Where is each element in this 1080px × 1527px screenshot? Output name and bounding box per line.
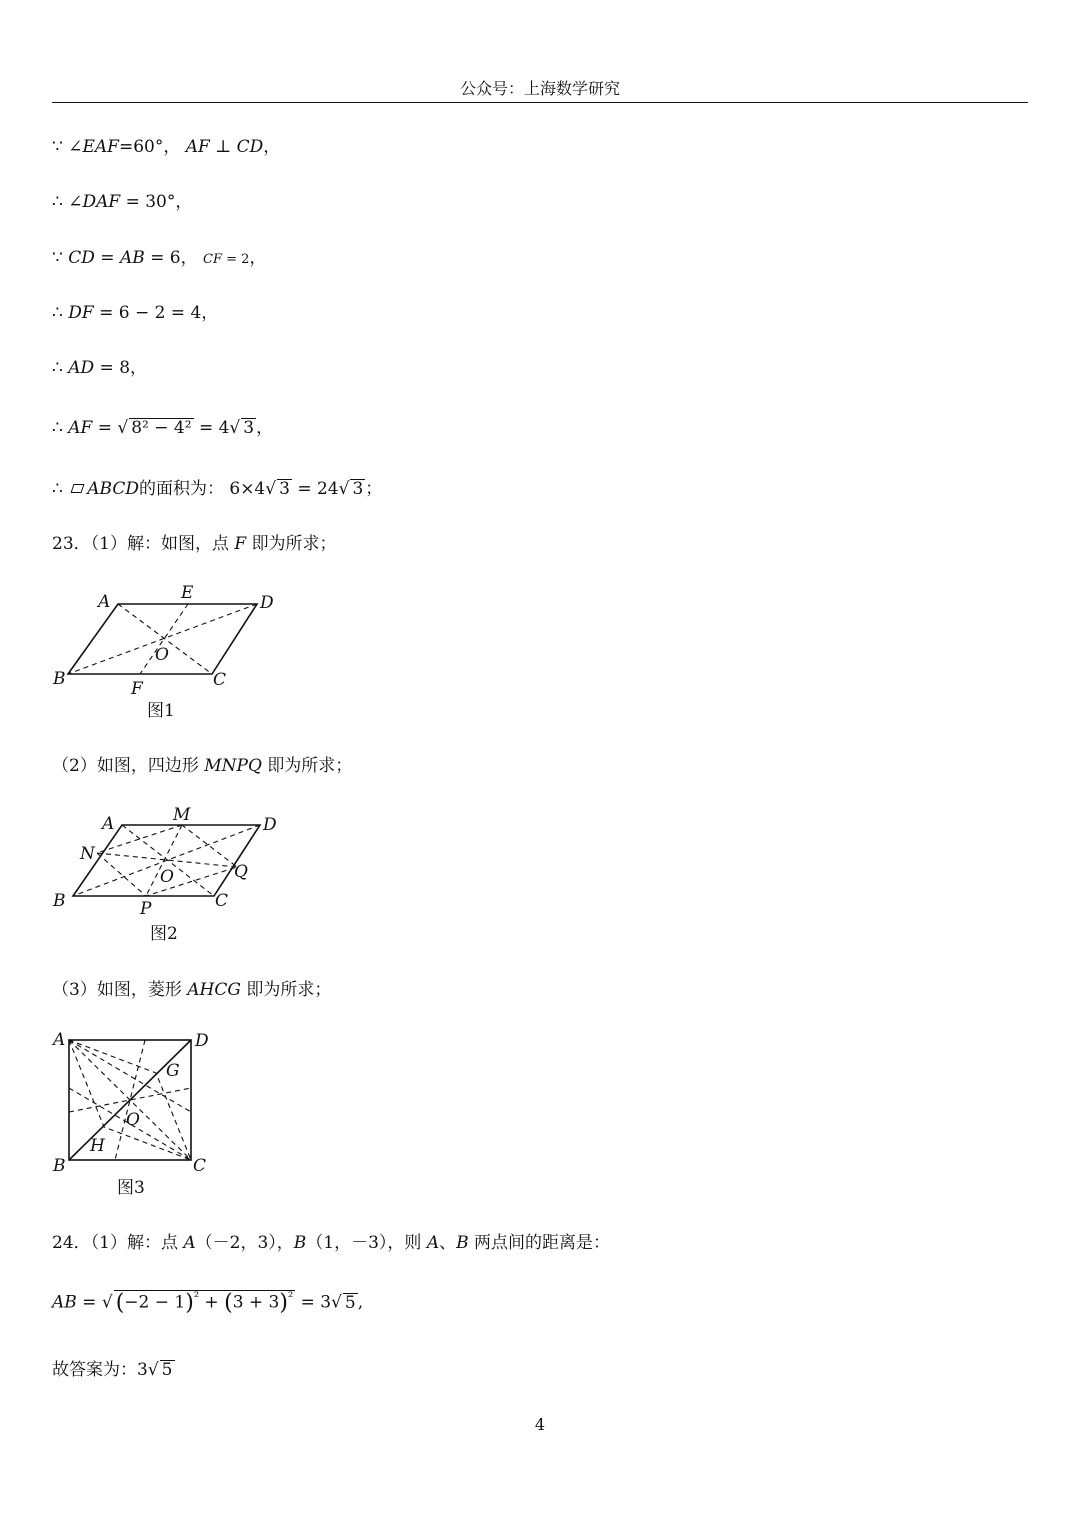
point-a: A — [183, 1233, 196, 1253]
because-symbol: ∵ — [52, 137, 63, 157]
label-o: O — [160, 867, 174, 887]
label-c: C — [193, 1156, 207, 1176]
radicand: 8² − 4² — [131, 418, 192, 438]
result: = 3 — [295, 1292, 332, 1313]
value: = 6， — [144, 248, 198, 268]
angle-name: DAF — [82, 192, 121, 212]
plus: + — [199, 1292, 225, 1313]
perp-symbol: ⊥ — [209, 137, 237, 157]
label-g: G — [166, 1061, 180, 1081]
figure-name: AHCG — [187, 980, 241, 1000]
therefore-symbol: ∴ — [52, 479, 63, 499]
page-number: 4 — [534, 1415, 546, 1434]
therefore-symbol: ∴ — [52, 418, 63, 438]
label-o: O — [126, 1110, 140, 1130]
angle-symbol: ∠ — [68, 137, 83, 157]
paren-close: ) — [279, 1290, 288, 1316]
segment-af: AF — [68, 418, 93, 438]
label-b: B — [53, 891, 66, 911]
result: = 24 — [291, 479, 339, 499]
segment-cd: CD — [236, 137, 264, 157]
label-c: C — [215, 891, 229, 911]
proof-line-6: ∴ AF = √ 8² − 4² = 4√ 3 ， — [52, 418, 274, 438]
exponent: ² — [287, 1290, 294, 1305]
label-m: M — [173, 805, 191, 825]
point-b: B — [456, 1233, 469, 1253]
term: −2 − 1 — [124, 1292, 186, 1313]
label-q: Q — [234, 862, 248, 882]
paren-open: ( — [224, 1290, 233, 1316]
exponent: ² — [193, 1290, 200, 1305]
segment-cf: CF — [203, 252, 222, 267]
therefore-symbol: ∴ — [52, 192, 63, 212]
problem-23-part-3 — [52, 975, 331, 1000]
proof-line-7: ∴ ABCD的面积为： 6×4√ 3 = 24√ 3 ； — [52, 479, 383, 499]
point-b: B — [293, 1233, 307, 1253]
punct: ， — [249, 248, 267, 268]
problem-23-part-2 — [52, 751, 352, 776]
punct: , — [357, 1292, 364, 1313]
angle-value: =60°， — [118, 137, 181, 157]
radicand — [114, 1290, 296, 1316]
coefficient: 3 — [137, 1360, 148, 1380]
angle-symbol: ∠ — [68, 192, 83, 212]
label-d: D — [195, 1031, 209, 1051]
text: 23．（1）解：如图，点 — [52, 534, 229, 554]
equals: = — [94, 248, 120, 268]
text: （2）如图，四边形 — [52, 756, 199, 776]
equals: = — [92, 418, 118, 438]
label-n: N — [80, 844, 95, 864]
label-c: C — [213, 670, 227, 690]
label-f: F — [131, 679, 143, 699]
figure-name: MNPQ — [204, 756, 262, 776]
punct: ， — [263, 137, 281, 157]
segment-ab: AB — [119, 248, 145, 268]
radicand: 3 — [279, 479, 290, 499]
coefficient: = 4 — [193, 418, 230, 438]
punct: ， — [256, 418, 274, 438]
label-h: H — [90, 1136, 105, 1156]
coords-a: （－2，3）， — [195, 1233, 294, 1253]
value-cf: = 2 — [221, 252, 250, 267]
angle-value: = 30°， — [120, 192, 193, 212]
label-a: A — [53, 1030, 66, 1050]
expression: = 8， — [94, 358, 148, 378]
text: 即为所求； — [267, 756, 353, 776]
figure-caption: 图2 — [150, 924, 178, 944]
therefore-symbol: ∴ — [52, 358, 63, 378]
figure-caption: 图1 — [147, 701, 175, 721]
radicand: 5 — [344, 1292, 356, 1313]
label-b: B — [53, 669, 66, 689]
distance-formula: AB = √ $(-2 - 1)^{^2} + (3 + 3)^{^2} = 3√$ 5 , — [52, 1290, 364, 1316]
separator: 、 — [439, 1233, 457, 1253]
area-text: 的面积为： — [138, 479, 224, 499]
figure-name: ABCD — [87, 479, 139, 499]
angle-name: EAF — [82, 137, 119, 157]
segment-af: AF — [185, 137, 210, 157]
product: 6×4 — [229, 479, 266, 499]
segment-df: DF — [68, 303, 94, 323]
equals: = — [76, 1292, 102, 1313]
label-d: D — [263, 815, 277, 835]
segment-ad: AD — [68, 358, 95, 378]
term: 3 + 3 — [232, 1292, 280, 1313]
text: 即为所求； — [251, 534, 337, 554]
radicand: 3 — [352, 479, 364, 499]
label-d: D — [260, 593, 274, 613]
text: （3）如图，菱形 — [52, 980, 182, 1000]
text: 24．（1）解：点 — [52, 1233, 178, 1253]
coords-b: （1，－3），则 — [306, 1233, 422, 1253]
point-f: F — [234, 534, 247, 554]
label-o: O — [155, 645, 169, 665]
text: 故答案为： — [52, 1360, 137, 1380]
paren-close: ) — [185, 1290, 194, 1316]
point-a: A — [426, 1233, 440, 1253]
label-a: A — [98, 592, 111, 612]
paren-open: ( — [115, 1290, 125, 1316]
answer-line: 故答案为：3√ 5 — [52, 1360, 173, 1380]
label-p: P — [140, 899, 152, 919]
therefore-symbol: ∴ — [52, 303, 63, 323]
radicand: 5 — [161, 1360, 173, 1380]
text: 两点间的距离是： — [474, 1233, 611, 1253]
label-a: A — [102, 814, 115, 834]
label-b: B — [53, 1156, 66, 1176]
label-e: E — [181, 583, 194, 603]
because-symbol: ∵ — [52, 248, 63, 268]
text: 即为所求； — [246, 980, 332, 1000]
problem-24-part-1 — [52, 1228, 610, 1253]
expression: = 6 − 2 = 4， — [93, 303, 219, 323]
figure-caption: 图3 — [117, 1178, 145, 1198]
punct: ； — [365, 479, 383, 499]
page-header: 公众号：上海数学研究 — [459, 79, 620, 98]
segment-cd: CD — [68, 248, 95, 268]
segment-ab: AB — [52, 1292, 77, 1313]
radicand: 3 — [243, 418, 255, 438]
